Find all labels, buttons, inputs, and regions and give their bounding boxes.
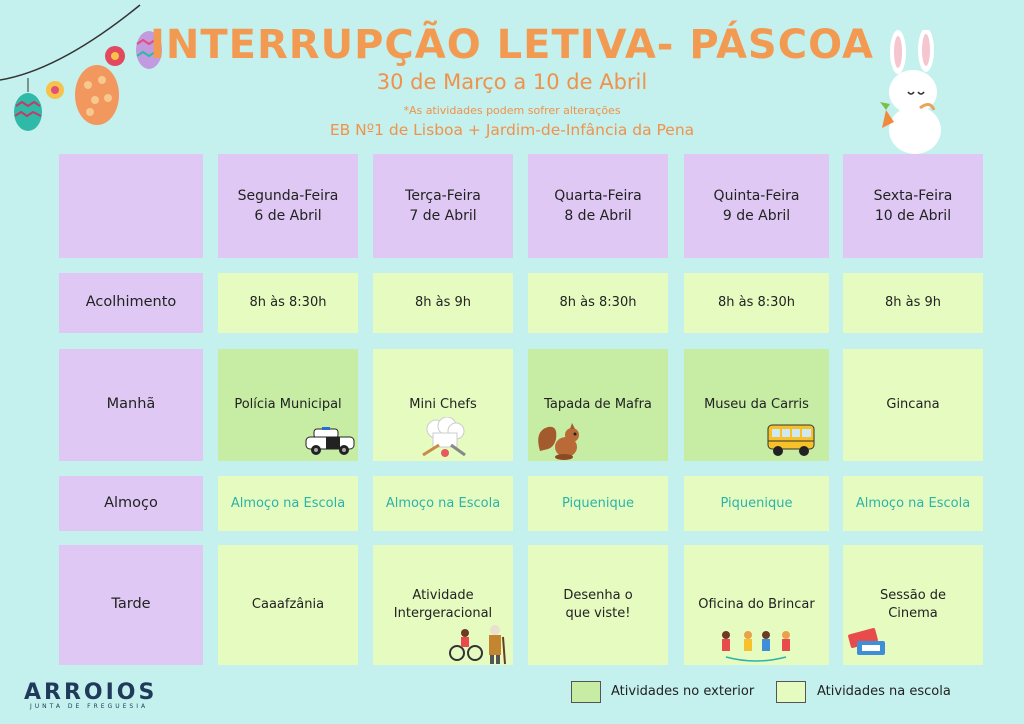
day-date: 10 de Abril [874, 208, 952, 224]
page-title: INTERRUPÇÃO LETIVA- PÁSCOA [150, 22, 874, 68]
kids-jump-rope-icon [716, 629, 796, 663]
day-name: Quarta-Feira [554, 187, 642, 204]
cell-manha-thursday [684, 349, 829, 461]
day-name: Quinta-Feira [713, 187, 800, 204]
cell-almoco-monday: Almoço na Escola [218, 476, 358, 531]
day-name: Sexta-Feira [873, 187, 953, 204]
police-car-icon [304, 427, 356, 457]
cell-almoco-wednesday: Piquenique [528, 476, 668, 531]
day-date: 7 de Abril [409, 208, 477, 224]
row-label-manha: Manhã [59, 349, 203, 461]
cell-acolhimento-monday: 8h às 8:30h [218, 273, 358, 333]
logo-subtitle: JUNTA DE FREGUESIA [30, 703, 149, 710]
cell-tarde-friday [843, 545, 983, 665]
cell-tarde-wednesday [528, 545, 668, 665]
cell-almoco-tuesday: Almoço na Escola [373, 476, 513, 531]
disclaimer-note: *As atividades podem sofrer alterações [403, 104, 621, 117]
corner-cell [59, 154, 203, 258]
cinema-tickets-icon [845, 625, 891, 659]
day-header-tuesday [373, 154, 513, 258]
day-header-thursday [684, 154, 829, 258]
date-range: 30 de Março a 10 de Abril [376, 70, 648, 94]
day-date: 6 de Abril [254, 208, 322, 224]
activity-label: Tapada de Mafra [544, 397, 652, 413]
activity-label: Sessão de Cinema [879, 588, 947, 621]
cell-manha-friday: Gincana [843, 349, 983, 461]
day-date: 9 de Abril [722, 208, 791, 224]
day-name: Segunda-Feira [237, 187, 339, 204]
day-header-wednesday [528, 154, 668, 258]
school-bus-icon [766, 421, 818, 459]
day-name: Terça-Feira [405, 187, 481, 204]
row-label-tarde: Tarde [59, 545, 203, 665]
activity-label: Museu da Carris [704, 397, 809, 413]
cell-manha-tuesday [373, 349, 513, 461]
arroios-logo: ARROIOS [24, 680, 158, 705]
cell-acolhimento-thursday: 8h às 8:30h [684, 273, 829, 333]
cell-tarde-thursday [684, 545, 829, 665]
legend-swatch-exterior [571, 681, 601, 703]
chef-hat-icon [419, 417, 469, 459]
cell-acolhimento-tuesday: 8h às 9h [373, 273, 513, 333]
row-label-acolhimento: Acolhimento [59, 273, 203, 333]
activity-label: Polícia Municipal [234, 397, 342, 413]
activity-label: Oficina do Brincar [698, 597, 815, 613]
row-label-almoco: Almoço [59, 476, 203, 531]
legend-label-escola: Atividades na escola [817, 684, 951, 699]
cell-almoco-thursday: Piquenique [684, 476, 829, 531]
cell-acolhimento-wednesday: 8h às 8:30h [528, 273, 668, 333]
cell-tarde-tuesday [373, 545, 513, 665]
activity-label: Desenha o que viste! [563, 588, 633, 621]
cell-almoco-friday: Almoço na Escola [843, 476, 983, 531]
squirrel-icon [534, 421, 586, 461]
activity-label: Atividade Intergeracional [393, 588, 493, 621]
cell-manha-wednesday [528, 349, 668, 461]
day-header-friday [843, 154, 983, 258]
day-header-monday [218, 154, 358, 258]
grandparent-child-icon [445, 623, 511, 665]
day-date: 8 de Abril [564, 208, 632, 224]
school-name: EB Nº1 de Lisboa + Jardim-de-Infância da Pena [329, 121, 695, 139]
legend-label-exterior: Atividades no exterior [611, 684, 755, 699]
legend-swatch-escola [776, 681, 806, 703]
cell-tarde-monday: Caaafzânia [218, 545, 358, 665]
activity-label: Mini Chefs [409, 397, 477, 413]
cell-manha-monday [218, 349, 358, 461]
cell-acolhimento-friday: 8h às 9h [843, 273, 983, 333]
